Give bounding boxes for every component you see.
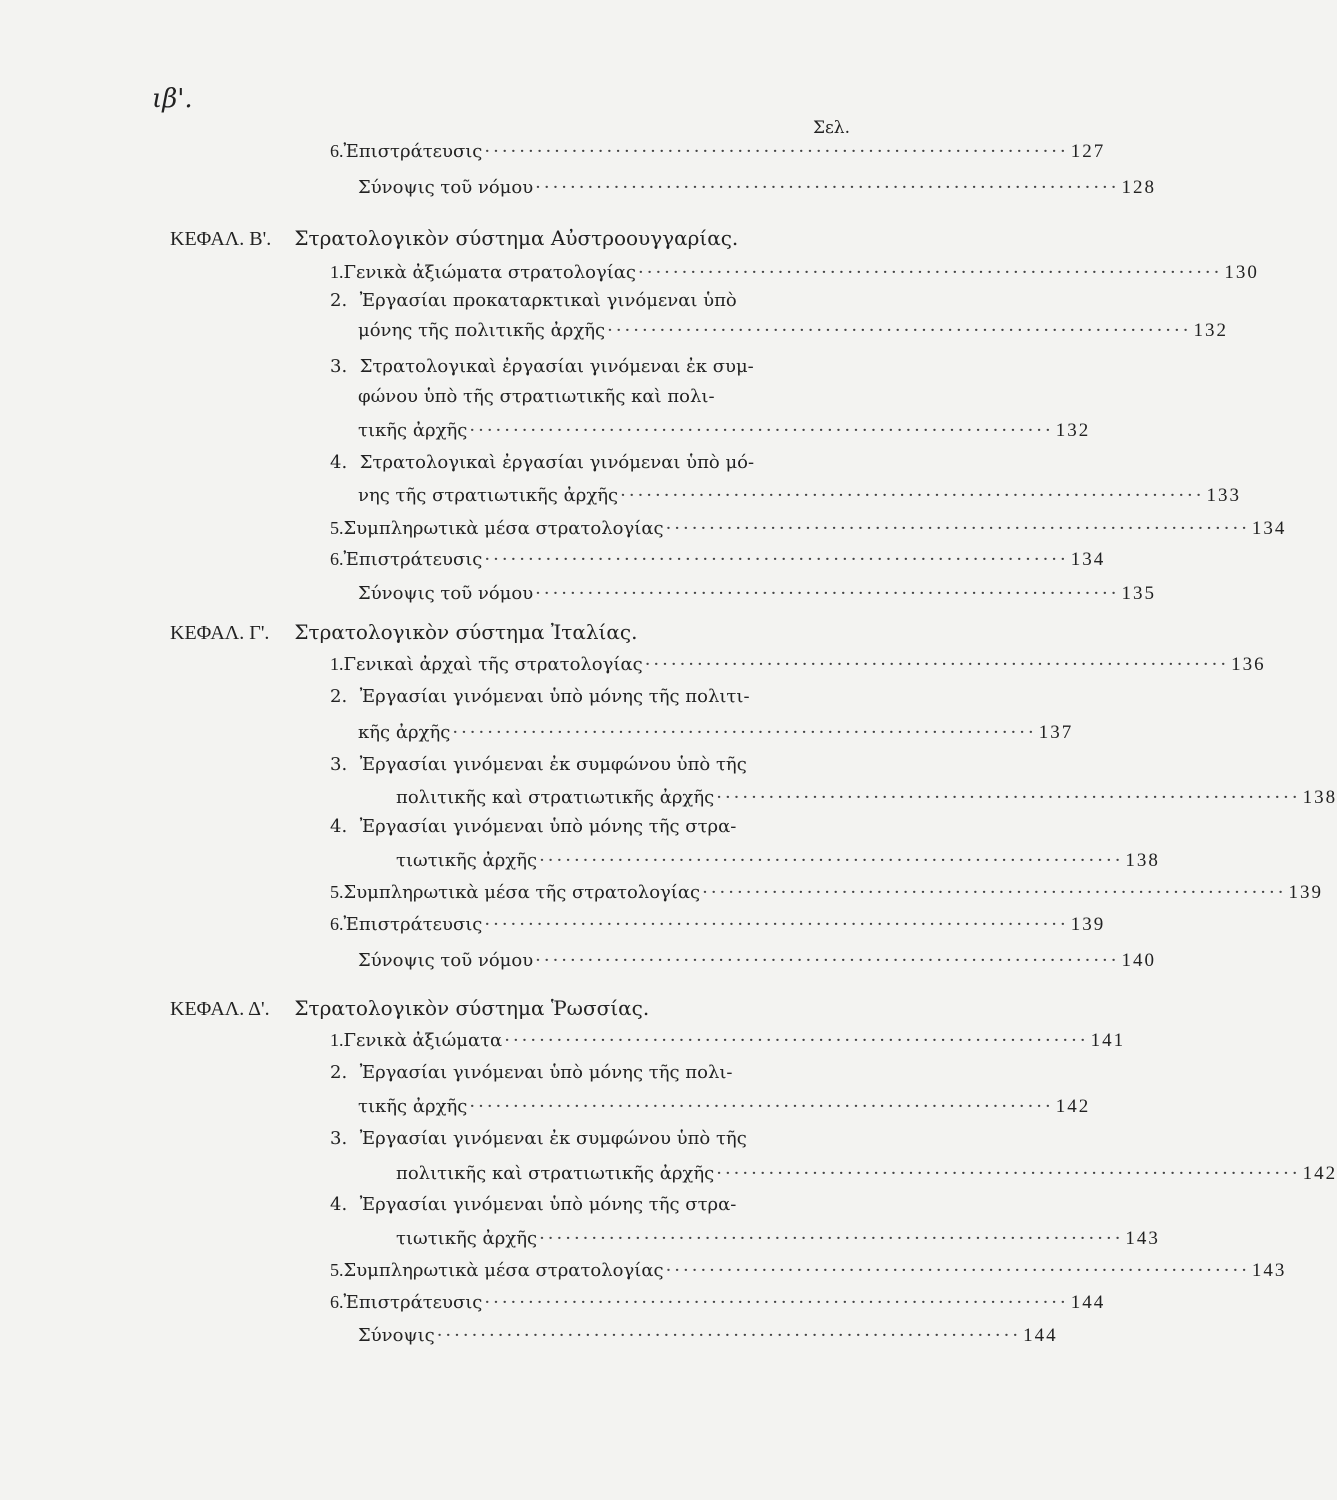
entry-page: 132 — [1193, 320, 1228, 341]
entry-title-cont: κῆς ἀρχῆς — [358, 722, 451, 743]
dot-leader: ··································································· — [644, 654, 1230, 675]
dot-leader: ··································································· — [665, 1260, 1250, 1281]
entry-title: Σύνοψις τοῦ νόμου — [358, 950, 534, 971]
entry-title: Ἐπιστράτευσις — [343, 914, 483, 935]
entry-number: 2. — [330, 290, 348, 311]
entry-page: 144 — [1023, 1325, 1058, 1346]
dot-leader: ··································································· — [504, 1030, 1089, 1051]
toc-entry — [330, 882, 1323, 910]
chapter-heading — [170, 226, 738, 251]
entry-number: 6. — [330, 549, 344, 569]
entry-page: 144 — [1070, 1292, 1106, 1313]
entry-page: 128 — [1121, 177, 1156, 198]
dot-leader: ··································································· — [539, 850, 1124, 871]
entry-number: 4. — [330, 452, 348, 473]
entry-page: 138 — [1302, 787, 1337, 808]
entry-title: Ἐργασίαι γινόμεναι ὑπὸ μόνης τῆς στρα- — [359, 816, 737, 837]
toc-entry — [330, 518, 1287, 546]
toc-entry — [330, 290, 737, 311]
toc-entry-synopsis — [358, 583, 1156, 611]
entry-page: 143 — [1125, 1228, 1160, 1249]
entry-page: 127 — [1070, 141, 1106, 162]
entry-number: 3. — [330, 1128, 348, 1149]
entry-number: 5. — [330, 518, 344, 538]
toc-entry-continuation — [358, 320, 1228, 348]
entry-page: 134 — [1251, 518, 1287, 539]
entry-title-cont: τιωτικῆς ἀρχῆς — [396, 1228, 538, 1249]
entry-title: Γενικὰ ἀξιώματα στρατολογίας — [343, 262, 637, 283]
toc-entry — [330, 141, 1106, 169]
dot-leader: ··································································· — [469, 1096, 1054, 1117]
entry-title: Σύνοψις τοῦ νόμου — [358, 177, 534, 198]
entry-number: 2. — [330, 1062, 348, 1083]
entry-title: Στρατολογικαὶ ἐργασίαι γινόμεναι ὑπὸ μό- — [359, 452, 755, 473]
dot-leader: ··································································· — [539, 1228, 1124, 1249]
entry-title: Ἐργασίαι γινόμεναι ὑπὸ μόνης τῆς στρα- — [359, 1194, 737, 1215]
entry-page: 132 — [1055, 420, 1091, 441]
toc-entry — [330, 686, 750, 707]
entry-number: 1. — [330, 1030, 344, 1050]
dot-leader: ··································································· — [535, 950, 1120, 971]
entry-number: 3. — [330, 754, 348, 775]
toc-entry — [330, 356, 754, 377]
toc-entry-continuation — [396, 850, 1160, 878]
toc-entry — [330, 654, 1266, 682]
entry-title: Ἐργασίαι προκαταρκτικαὶ γινόμεναι ὑπὸ — [359, 290, 737, 311]
toc-entry-continuation — [358, 1096, 1091, 1124]
entry-title: Σύνοψις — [358, 1325, 435, 1346]
entry-number: 5. — [330, 882, 344, 902]
toc-entry — [330, 549, 1106, 577]
entry-title: Ἐργασίαι γινόμεναι ἐκ συμφώνου ὑπὸ τῆς — [359, 754, 747, 775]
entry-page: 138 — [1125, 850, 1160, 871]
dot-leader: ··································································· — [665, 518, 1250, 539]
toc-entry-continuation — [396, 1228, 1160, 1256]
entry-title: Ἐργασίαι γινόμεναι ἐκ συμφώνου ὑπὸ τῆς — [359, 1128, 747, 1149]
toc-entry — [330, 1292, 1106, 1320]
entry-title: Ἐπιστράτευσις — [343, 141, 483, 162]
dot-leader: ··································································· — [702, 882, 1287, 903]
entry-page: 142 — [1302, 1163, 1337, 1184]
entry-title-cont: τικῆς ἀρχῆς — [358, 1096, 468, 1117]
page-number: ιβ'. — [152, 84, 193, 114]
toc-entry — [330, 1062, 733, 1083]
entry-title: Γενικαὶ ἀρχαὶ τῆς στρατολογίας — [343, 654, 643, 675]
entry-number: 2. — [330, 686, 348, 707]
entry-page: 141 — [1090, 1030, 1126, 1051]
entry-page: 133 — [1206, 485, 1241, 506]
toc-entry-continuation — [358, 420, 1091, 448]
entry-number: 3. — [330, 356, 348, 377]
chapter-heading — [170, 620, 637, 645]
dot-leader: ··································································· — [436, 1325, 1022, 1346]
toc-entry-synopsis — [358, 177, 1156, 205]
toc-entry-synopsis — [358, 1325, 1058, 1353]
toc-entry-synopsis — [358, 950, 1156, 978]
dot-leader: ··································································· — [469, 420, 1054, 441]
toc-entry — [330, 754, 747, 775]
dot-leader: ··································································· — [535, 583, 1120, 604]
entry-title-cont: νης τῆς στρατιωτικῆς ἀρχῆς — [358, 485, 619, 506]
dot-leader: ··································································· — [620, 485, 1205, 506]
entry-page: 140 — [1121, 950, 1156, 971]
entry-page: 142 — [1055, 1096, 1091, 1117]
toc-entry — [330, 1030, 1126, 1058]
dot-leader: ··································································· — [452, 722, 1037, 743]
toc-entry-continuation — [358, 386, 715, 407]
entry-title: Συμπληρωτικὰ μέσα τῆς στρατολογίας — [343, 882, 701, 903]
entry-page: 136 — [1231, 654, 1266, 675]
entry-number: 6. — [330, 141, 344, 161]
toc-entry — [330, 914, 1106, 942]
chapter-heading — [170, 996, 649, 1021]
toc-entry-continuation — [358, 485, 1241, 513]
entry-number: 6. — [330, 914, 344, 934]
toc-entry — [330, 1260, 1287, 1288]
entry-page: 139 — [1288, 882, 1323, 903]
entry-title-cont: φώνου ὑπὸ τῆς στρατιωτικῆς καὶ πολι- — [358, 386, 715, 407]
dot-leader: ··································································· — [484, 1292, 1069, 1313]
chapter-title: Στρατολογικὸν σύστημα Ῥωσσίας. — [294, 996, 650, 1020]
chapter-title: Στρατολογικὸν σύστημα Αὐστροουγγαρίας. — [294, 226, 739, 250]
dot-leader: ··································································· — [607, 320, 1192, 341]
entry-page: 135 — [1121, 583, 1156, 604]
entry-title: Ἐργασίαι γινόμεναι ὑπὸ μόνης τῆς πολιτι- — [359, 686, 750, 707]
entry-title: Σύνοψις τοῦ νόμου — [358, 583, 534, 604]
toc-entry — [330, 452, 754, 473]
entry-title: Συμπληρωτικὰ μέσα στρατολογίας — [343, 518, 664, 539]
entry-title-cont: πολιτικῆς καὶ στρατιωτικῆς ἀρχῆς — [396, 1163, 715, 1184]
chapter-number: ΚΕΦΑΛ. Γ'. — [170, 622, 270, 644]
entry-number: 1. — [330, 262, 344, 282]
entry-page: 130 — [1224, 262, 1259, 283]
dot-leader: ··································································· — [484, 141, 1069, 162]
chapter-number: ΚΕΦΑΛ. Δ'. — [170, 998, 270, 1020]
page-column-label: Σελ. — [812, 118, 850, 138]
entry-title: Ἐργασίαι γινόμεναι ὑπὸ μόνης τῆς πολι- — [359, 1062, 733, 1083]
entry-title-cont: πολιτικῆς καὶ στρατιωτικῆς ἀρχῆς — [396, 787, 715, 808]
chapter-number: ΚΕΦΑΛ. Β'. — [170, 228, 272, 250]
toc-entry — [330, 1194, 736, 1215]
entry-page: 143 — [1251, 1260, 1287, 1281]
toc-entry — [330, 816, 736, 837]
entry-title-cont: μόνης τῆς πολιτικῆς ἀρχῆς — [358, 320, 606, 341]
dot-leader: ··································································· — [716, 1163, 1301, 1184]
toc-entry-continuation — [358, 722, 1074, 750]
entry-number: 4. — [330, 816, 348, 837]
entry-page: 139 — [1070, 914, 1106, 935]
entry-number: 6. — [330, 1292, 344, 1312]
toc-entry-continuation — [396, 787, 1337, 815]
toc-entry — [330, 1128, 747, 1149]
dot-leader: ··································································· — [638, 262, 1223, 283]
entry-title: Ἐπιστράτευσις — [343, 549, 483, 570]
dot-leader: ··································································· — [484, 914, 1069, 935]
entry-page: 134 — [1070, 549, 1106, 570]
entry-title-cont: τιωτικῆς ἀρχῆς — [396, 850, 538, 871]
entry-number: 4. — [330, 1194, 348, 1215]
entry-title-cont: τικῆς ἀρχῆς — [358, 420, 468, 441]
entry-title: Γενικὰ ἀξιώματα — [343, 1030, 503, 1051]
entry-number: 5. — [330, 1260, 344, 1280]
chapter-title: Στρατολογικὸν σύστημα Ἰταλίας. — [294, 620, 638, 644]
entry-title: Ἐπιστράτευσις — [343, 1292, 483, 1313]
toc-entry — [330, 262, 1259, 290]
entry-title: Συμπληρωτικὰ μέσα στρατολογίας — [343, 1260, 664, 1281]
toc-entry-continuation — [396, 1163, 1337, 1191]
entry-number: 1. — [330, 654, 344, 674]
entry-title: Στρατολογικαὶ ἐργασίαι γινόμεναι ἐκ συμ- — [359, 356, 754, 377]
dot-leader: ··································································· — [484, 549, 1069, 570]
dot-leader: ··································································· — [535, 177, 1120, 198]
entry-page: 137 — [1038, 722, 1074, 743]
dot-leader: ··································································· — [716, 787, 1301, 808]
